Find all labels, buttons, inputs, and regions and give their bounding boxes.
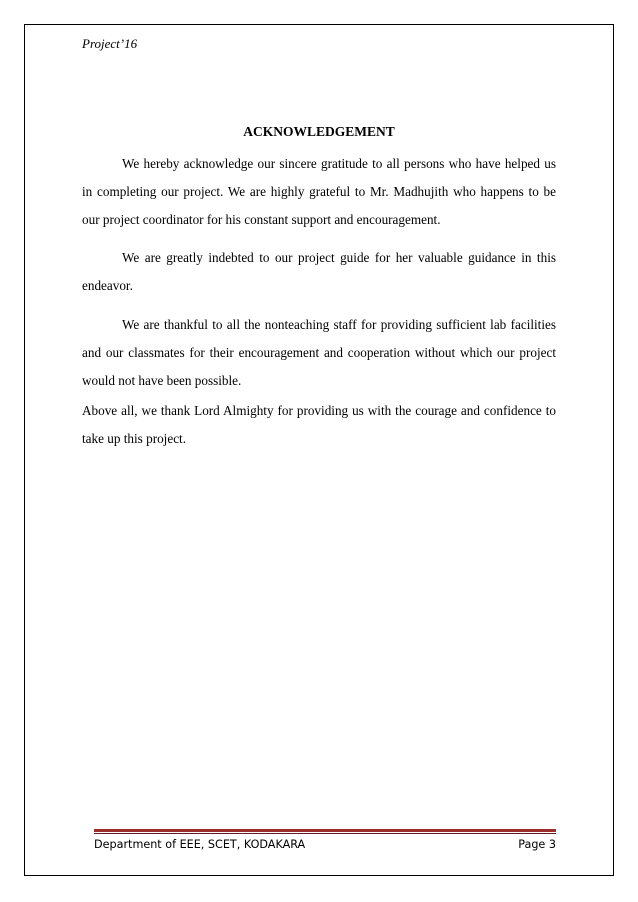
page-title: ACKNOWLEDGEMENT: [243, 124, 395, 139]
page-header: Project’16: [82, 36, 138, 51]
footer-rule: [94, 829, 556, 832]
paragraph-almighty: Above all, we thank Lord Almighty for providing us with the courage and confidence to take up this project.: [82, 403, 556, 446]
paragraph-gratitude: We hereby acknowledge our sincere gratitude to all persons who have helped us in completing our project. We are highly grateful to Mr. Madhujith who happens to be our project coordinator for his constant support and encouragement.: [82, 156, 556, 227]
footer-page-number: Page 3: [518, 838, 556, 851]
footer-rule-thin: [94, 833, 556, 834]
paragraph-staff: We are thankful to all the nonteaching staff for providing sufficient lab facilities and our classmates for their encouragement and cooperation without which our project would not have been possible.: [82, 317, 556, 388]
paragraph-guide: We are greatly indebted to our project guide for her valuable guidance in this endeavor.: [82, 250, 556, 293]
footer-department: Department of EEE, SCET, KODAKARA: [94, 838, 306, 851]
